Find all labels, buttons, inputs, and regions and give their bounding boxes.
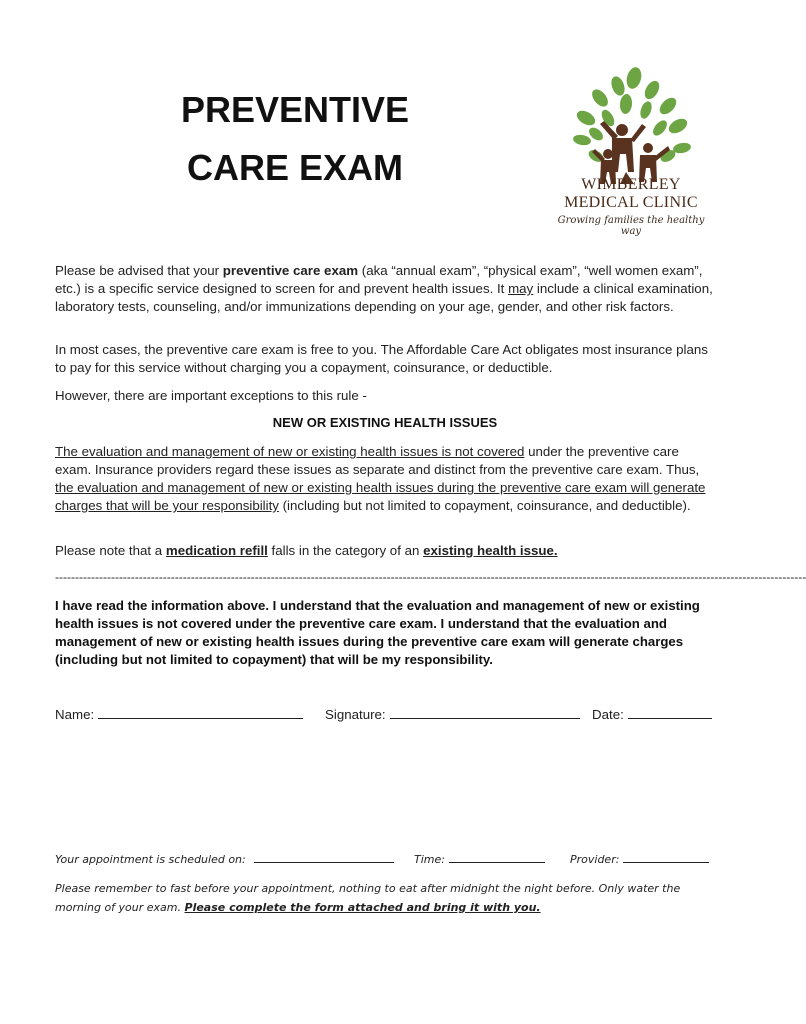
appointment-provider-label: Provider: (570, 853, 620, 866)
refill-paragraph (55, 542, 715, 560)
name-field[interactable] (55, 706, 303, 722)
signature-input-line[interactable] (390, 706, 580, 719)
preventive-care-exam-emphasis: preventive care exam (222, 263, 359, 278)
appointment-date-field[interactable] (55, 850, 394, 866)
page-title-line1: PREVENTIVE (180, 89, 410, 130)
fasting-reminder-text: Please remember to fast before your appointment, nothing to eat after midnight the night before. Only water the morning of your exam. (55, 882, 681, 914)
clinic-name-line2: MEDICAL CLINIC (564, 194, 698, 211)
exceptions-paragraph: However, there are important exceptions to this rule - (55, 388, 367, 403)
complete-form-instruction: Please complete the form attached and bring it with you. (184, 901, 541, 914)
intro-text-a: Please be advised that your (55, 263, 223, 278)
intro-paragraph (55, 262, 715, 316)
acknowledgement-statement: I have read the information above. I understand that the evaluation and management of new or existing health issues is not covered under the preventive care exam. I understand that the evaluation and management of new or existing health issues during the preventive care exam will generate charges (including but not limited to copayment) that will be my responsibility. (55, 598, 700, 667)
dashed-divider: -------------------------------------------------------------------------------------------------------------------------------------------------------------------------------------------- (55, 570, 806, 584)
refill-text-c: falls in the category of an (267, 543, 424, 558)
fasting-reminder (55, 879, 715, 917)
clinic-tagline: Growing families the healthy way (557, 215, 705, 237)
intro-text-e: include a clinical examination, laboratory tests, counseling, and/or immunizations depending on your age, gender, and other risk factors. (55, 281, 713, 314)
date-label: Date: (592, 707, 624, 722)
health-issues-text-d: (including but not limited to copayment, coinsurance, and deductible). (278, 498, 691, 513)
appointment-scheduled-label: Your appointment is scheduled on: (55, 853, 246, 866)
appointment-date-input-line[interactable] (254, 850, 394, 863)
aca-paragraph: In most cases, the preventive care exam is free to you. The Affordable Care Act obligates most insurance plans to pay for this service without charging you a copayment, coinsurance, or deductible. (55, 342, 708, 375)
appointment-time-input-line[interactable] (449, 850, 545, 863)
date-field[interactable] (592, 706, 712, 722)
health-issues-paragraph (55, 443, 715, 515)
may-emphasis: may (508, 281, 534, 296)
medication-refill-emphasis: medication refill (165, 543, 268, 558)
clinic-logo-tree-icon (556, 64, 706, 239)
intro-text-c: (aka “annual exam”, “physical exam”, “well women exam”, etc.) is a specific service designed to screen for and prevent health issues. It (55, 263, 703, 296)
health-issues-text-b: under the preventive care exam. Insurance providers regard these issues as separate and distinct from the preventive care exam. Thus, (55, 444, 700, 477)
clinic-name-line1: WIMBERLEY (581, 176, 681, 193)
appointment-provider-input-line[interactable] (623, 850, 709, 863)
clinic-name (548, 176, 714, 212)
name-input-line[interactable] (98, 706, 303, 719)
existing-health-issue-emphasis: existing health issue. (423, 543, 558, 558)
page-title-line2: CARE EXAM (186, 147, 404, 188)
not-covered-statement: The evaluation and management of new or existing health issues is not covered (55, 444, 525, 459)
signature-label: Signature: (325, 707, 386, 722)
appointment-time-field[interactable] (414, 850, 545, 866)
appointment-time-label: Time: (414, 853, 445, 866)
appointment-provider-field[interactable] (570, 850, 709, 866)
name-label: Name: (55, 707, 95, 722)
refill-text-a: Please note that a (55, 543, 166, 558)
section-heading: NEW OR EXISTING HEALTH ISSUES (272, 415, 498, 430)
charges-statement: the evaluation and management of new or existing health issues during the preventive care exam will generate charges that will be your responsibility (55, 480, 706, 513)
signature-field[interactable] (325, 706, 580, 722)
date-input-line[interactable] (628, 706, 712, 719)
